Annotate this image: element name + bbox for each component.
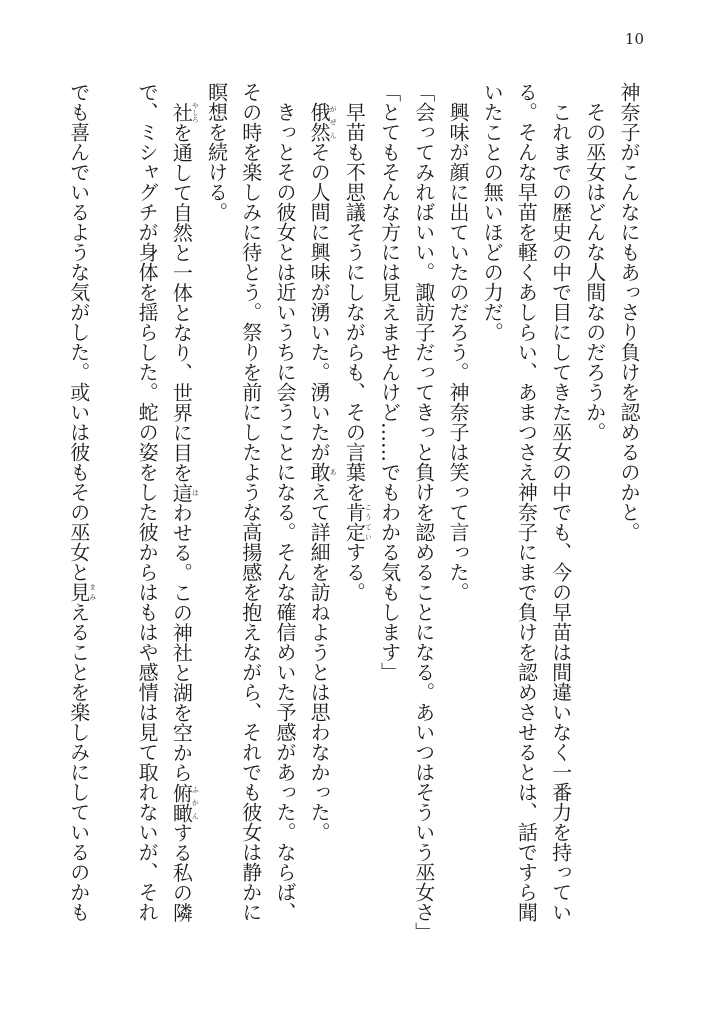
- dialogue: 「とてもそんな方には見えませんけど……でもわかる気もします」: [377, 82, 402, 682]
- paragraph: 神奈子がこんなにもあっさり負けを認めるのかと。: [617, 82, 641, 542]
- ruby-word: [169, 782, 200, 823]
- ruby-base: 肯定: [342, 502, 367, 542]
- text-run: する。: [342, 542, 367, 602]
- paragraph: [199, 82, 302, 962]
- ruby-reading: まみ: [88, 582, 97, 602]
- ruby-base: 見: [66, 582, 91, 602]
- text-line: いたことの無いほどの力だ。: [480, 82, 505, 342]
- text-line: これまでの歴史の中で目にしてきた巫女の中でも、今の早苗は間違いなく一番力を持ってい: [548, 102, 573, 922]
- text-run: を通して自然と一体となり、世界に目を: [169, 122, 194, 483]
- ruby-base: 敢: [307, 462, 332, 482]
- ruby-base: 社: [169, 102, 194, 123]
- ruby-reading: あ: [329, 462, 338, 482]
- ruby-base: 俄然: [307, 102, 332, 142]
- ruby-word: [307, 102, 338, 142]
- ruby-reading: がぜん: [329, 102, 338, 142]
- paragraph: [337, 82, 372, 962]
- text-line: る。そんな早苗を軽くあしらい、あまつさえ神奈子にまで負けを認めさせるとは、話ですら聞: [514, 82, 539, 922]
- text-run: わせる。この神社と湖を空から: [169, 502, 194, 783]
- text-run: えることを楽しみにしているのかも: [66, 602, 91, 922]
- dialogue: 「会ってみればいい。諏訪子だってきっと負けを認めることになる。あいつはそういう巫女さ」: [411, 82, 436, 942]
- text-line: きっとその彼女とは近いうちに会うことになる。そんな確信めいた予感があった。ならば、: [272, 102, 297, 922]
- text-run: 早苗も不思議そうにしながらも、その言葉を: [342, 102, 367, 502]
- text-run: でも喜んでいるような気がした。或いは彼もその巫女と: [66, 82, 91, 582]
- text-line: で、ミシャグチが身体を揺らした。蛇の姿をした彼からはもはや感情は見て取れないが、それ: [135, 82, 160, 922]
- ruby-reading: ふかん: [191, 782, 200, 823]
- ruby-reading: は: [191, 482, 200, 503]
- ruby-word: [307, 462, 338, 482]
- text-line: その時を楽しみに待とう。祭りを前にしたような高揚感を抱えながら、それでも彼女は静かに: [238, 82, 263, 922]
- paragraph: [475, 82, 578, 962]
- ruby-reading: こうてい: [364, 502, 373, 542]
- text-run: する私の隣: [169, 822, 194, 923]
- ruby-base: 俯瞰: [169, 782, 194, 823]
- paragraph: 興味が顔に出ていたのだろう。神奈子は笑って言った。: [445, 102, 470, 602]
- page-number: 10: [624, 30, 644, 48]
- vertical-text-body: [62, 82, 646, 962]
- ruby-word: [66, 582, 97, 602]
- text-line: 瞑想を続ける。: [204, 82, 229, 222]
- paragraph: その巫女はどんな人間なのだろうか。: [582, 102, 607, 442]
- paragraph: [302, 82, 337, 962]
- ruby-word: [169, 482, 200, 503]
- text-run: その人間に興味が湧いた。湧いたが: [307, 142, 332, 462]
- paragraph: [62, 82, 200, 962]
- ruby-word: [342, 502, 373, 542]
- ruby-word: [169, 102, 200, 123]
- ruby-reading: やしろ: [191, 102, 200, 123]
- ruby-base: 這: [169, 482, 194, 503]
- text-run: えて詳細を訪ねようとは思わなかった。: [307, 482, 332, 842]
